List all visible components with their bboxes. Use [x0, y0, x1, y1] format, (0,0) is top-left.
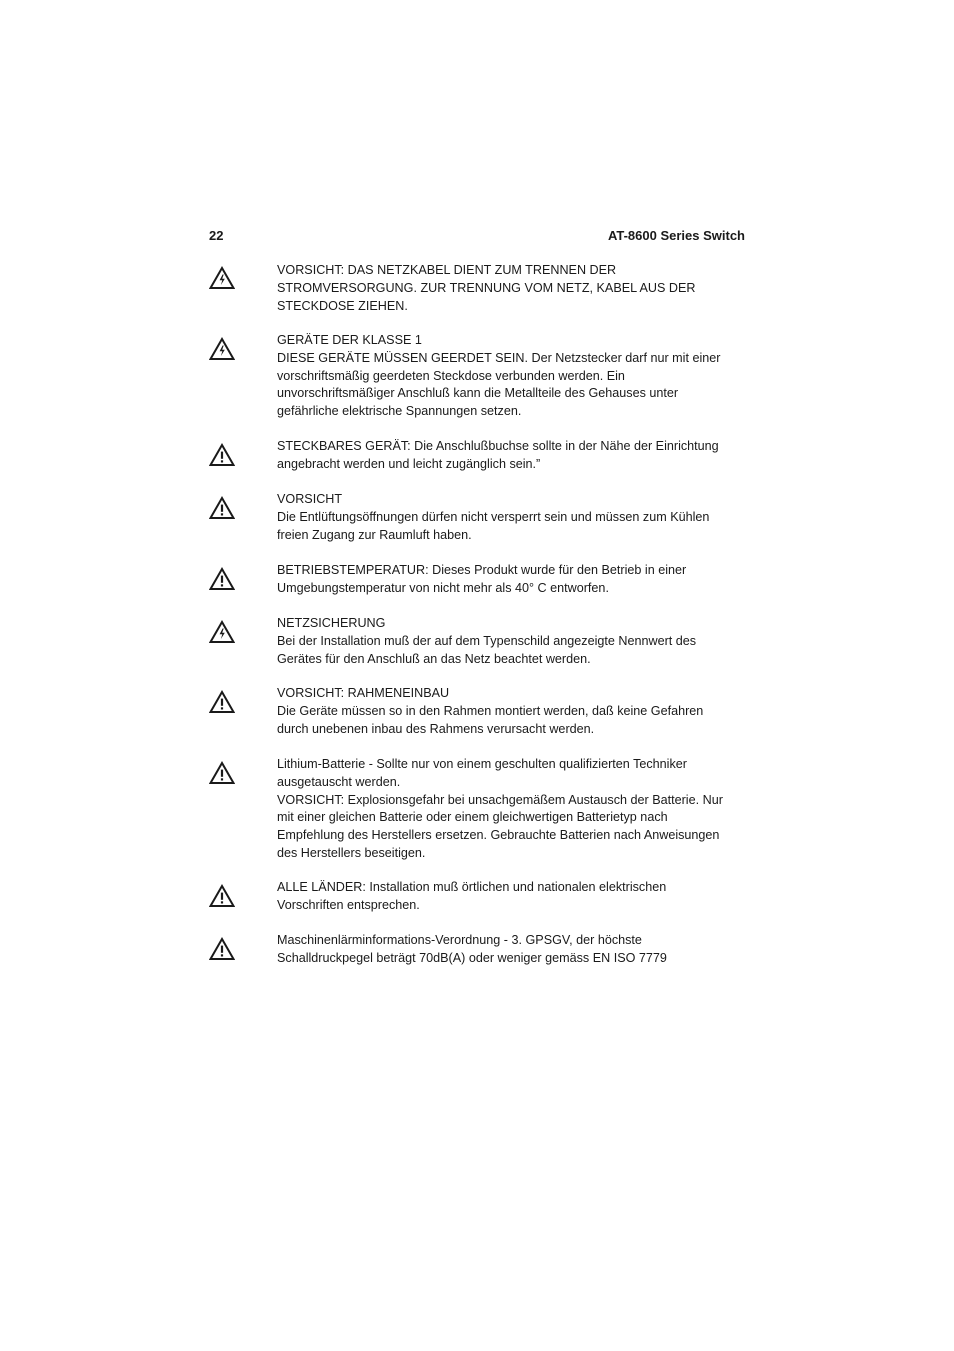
warning-text	[277, 438, 747, 474]
running-title: AT-8600 Series Switch	[607, 228, 745, 243]
warning-line: STECKDOSE ZIEHEN.	[277, 298, 408, 313]
warning-line: Lithium-Batterie - Sollte nur von einem geschulten qualifizierten Techniker	[277, 757, 687, 771]
caution-icon	[209, 761, 235, 785]
caution-icon	[209, 496, 235, 520]
warning-text	[277, 685, 747, 738]
page-number: 22	[209, 228, 224, 243]
caution-icon	[209, 567, 235, 591]
warning-line: VORSICHT: DAS NETZKABEL DIENT ZUM TRENNEN DER	[277, 263, 617, 277]
caution-icon	[209, 884, 235, 908]
caution-icon	[209, 690, 235, 714]
warning-line: VORSICHT	[277, 492, 343, 506]
warning-line: Die Entlüftungsöffnungen dürfen nicht versperrt sein und müssen zum Kühlen	[277, 509, 710, 524]
warning-text	[277, 562, 747, 598]
warning-line: Maschinenlärminformations-Verordnung - 3. GPSGV, der höchste	[277, 933, 642, 947]
warning-text	[277, 615, 747, 668]
warning-line: Bei der Installation muß der auf dem Typenschild angezeigte Nennwert des	[277, 633, 697, 648]
warning-line: STECKBARES GERÄT: Die Anschlußbuchse sollte in der Nähe der Einrichtung	[277, 439, 719, 453]
warning-line: Gerätes für den Anschluß an das Netz beachtet werden.	[277, 651, 591, 666]
warning-line: ALLE LÄNDER: Installation muß örtlichen und nationalen elektrischen	[277, 880, 667, 894]
warning-line: mit einer gleichen Batterie oder einem gleichwertigen Batterietyp nach	[277, 810, 668, 825]
warning-line: Die Geräte müssen so in den Rahmen montiert werden, daß keine Gefahren	[277, 703, 704, 718]
warning-line: freien Zugang zur Raumluft haben.	[277, 527, 472, 542]
warning-text	[277, 879, 747, 915]
warning-text	[277, 756, 747, 863]
electrical-hazard-icon	[209, 266, 235, 290]
warning-text	[277, 491, 747, 544]
warning-line: VORSICHT: RAHMENEINBAU	[277, 686, 450, 700]
warning-line: VORSICHT: Explosionsgefahr bei unsachgemäßem Austausch der Batterie. Nur	[277, 792, 723, 807]
warning-line: durch unebenen inbau des Rahmens verursacht werden.	[277, 721, 595, 736]
warning-text	[277, 932, 747, 968]
warning-line: Schalldruckpegel beträgt 70dB(A) oder weniger gemäss EN ISO 7779	[277, 950, 667, 965]
warning-text	[277, 262, 747, 315]
warning-line: vorschriftsmäßig geerdeten Steckdose verbunden werden. Ein	[277, 368, 625, 383]
warning-line: Vorschriften entsprechen.	[277, 897, 420, 912]
warning-line: ausgetauscht werden.	[277, 774, 401, 789]
warning-line: Umgebungstemperatur von nicht mehr als 40° C entworfen.	[277, 580, 609, 595]
caution-icon	[209, 937, 235, 961]
warning-line: STROMVERSORGUNG. ZUR TRENNUNG VOM NETZ, KABEL AUS DER	[277, 280, 696, 295]
warning-line: gefährliche elektrische Spannungen setzen.	[277, 404, 522, 419]
warning-line: DIESE GERÄTE MÜSSEN GEERDET SEIN. Der Netzstecker darf nur mit einer	[277, 350, 721, 365]
warning-line: angebracht werden und leicht zugänglich sein.”	[277, 456, 541, 471]
caution-icon	[209, 443, 235, 467]
warning-line: BETRIEBSTEMPERATUR: Dieses Produkt wurde für den Betrieb in einer	[277, 563, 687, 577]
warning-line: des Herstellers beseitigen.	[277, 845, 426, 860]
warning-line: unvorschriftsmäßiger Anschluß kann die Metallteile des Gehauses unter	[277, 386, 679, 401]
electrical-hazard-icon	[209, 337, 235, 361]
warning-line: NETZSICHERUNG	[277, 616, 386, 630]
warning-line: Empfehlung des Herstellers ersetzen. Gebrauchte Batterien nach Anweisungen	[277, 828, 720, 843]
electrical-hazard-icon	[209, 620, 235, 644]
running-header	[209, 228, 745, 246]
warning-line: GERÄTE DER KLASSE 1	[277, 333, 422, 347]
warning-text	[277, 332, 747, 421]
